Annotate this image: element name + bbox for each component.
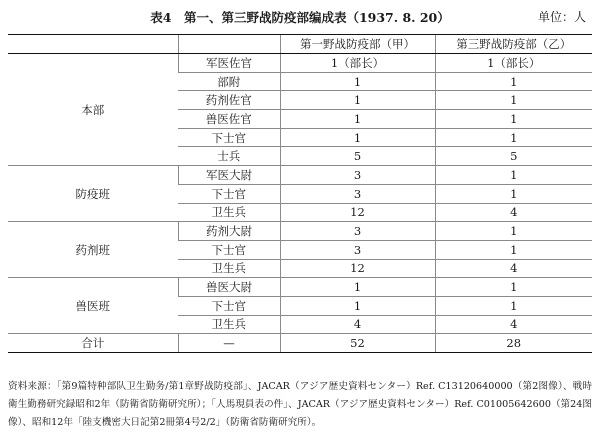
third-unit-cell: 1 xyxy=(435,222,592,241)
total-row xyxy=(8,334,592,353)
third-unit-cell: 1 xyxy=(435,296,592,315)
third-unit-cell: 1 xyxy=(435,166,592,185)
third-unit-cell: 4 xyxy=(435,315,592,334)
third-unit-cell: 4 xyxy=(435,203,592,222)
role-cell: 士兵 xyxy=(178,147,280,166)
role-cell: 药剂大尉 xyxy=(178,222,280,241)
header-cell: 第三野战防疫部（乙） xyxy=(435,35,592,54)
third-unit-cell: 1 xyxy=(435,184,592,203)
header-row xyxy=(8,35,592,54)
role-cell: 下士官 xyxy=(178,184,280,203)
role-cell: 军医佐官 xyxy=(178,54,280,73)
first-unit-cell: 12 xyxy=(280,203,435,222)
third-unit-cell: 1 xyxy=(435,72,592,91)
total-label-cell: 合计 xyxy=(8,334,178,353)
table-row xyxy=(8,166,592,185)
third-unit-cell: 1（部长） xyxy=(435,54,592,73)
first-unit-cell: 1 xyxy=(280,91,435,110)
first-unit-cell: 1 xyxy=(280,72,435,91)
first-unit-cell: 1 xyxy=(280,128,435,147)
role-cell: 卫生兵 xyxy=(178,203,280,222)
third-unit-cell: 1 xyxy=(435,128,592,147)
table-row xyxy=(8,278,592,297)
organization-table xyxy=(8,34,592,353)
role-cell: 卫生兵 xyxy=(178,315,280,334)
table-title: 表4 第一、第三野战防疫部编成表（1937. 8. 20） xyxy=(150,10,450,25)
first-unit-cell: 1 xyxy=(280,278,435,297)
group-name-cell: 兽医班 xyxy=(8,278,178,334)
role-cell: 兽医大尉 xyxy=(178,278,280,297)
role-cell: 下士官 xyxy=(178,128,280,147)
first-unit-cell: 12 xyxy=(280,259,435,278)
first-unit-cell: 1 xyxy=(280,296,435,315)
total-first-cell: 52 xyxy=(280,334,435,353)
source-note: 资料来源：「第9篇特种部队卫生勤务/第1章野战防疫部」、JACAR（アジア歴史資料センター）Ref. C13120640000（第2图像）、戦時衛生勤務研究録昭和2年（防衛省防衛研究所）；「人馬現員表の件」、JACAR（アジア歴史資料センター）Ref. C01005642600（第24图像）、昭和12年「陸支機密大日記第2冊第4号2/2」（防衛省防衛研究所）。 xyxy=(8,381,592,428)
first-unit-cell: 3 xyxy=(280,222,435,241)
third-unit-cell: 4 xyxy=(435,259,592,278)
first-unit-cell: 3 xyxy=(280,240,435,259)
third-unit-cell: 1 xyxy=(435,110,592,129)
role-cell: 兽医佐官 xyxy=(178,110,280,129)
title-row xyxy=(0,8,600,28)
first-unit-cell: 4 xyxy=(280,315,435,334)
unit-label: 单位：人 xyxy=(537,10,586,24)
role-cell: 药剂佐官 xyxy=(178,91,280,110)
header-cell: 第一野战防疫部（甲） xyxy=(280,35,435,54)
third-unit-cell: 1 xyxy=(435,278,592,297)
first-unit-cell: 3 xyxy=(280,166,435,185)
header-cell xyxy=(178,35,280,54)
first-unit-cell: 1（部长） xyxy=(280,54,435,73)
role-cell: 下士官 xyxy=(178,240,280,259)
role-cell: 军医大尉 xyxy=(178,166,280,185)
group-name-cell: 本部 xyxy=(8,54,178,166)
third-unit-cell: 1 xyxy=(435,91,592,110)
role-cell: 部附 xyxy=(178,72,280,91)
third-unit-cell: 5 xyxy=(435,147,592,166)
table-row xyxy=(8,222,592,241)
role-cell: 卫生兵 xyxy=(178,259,280,278)
header-cell xyxy=(8,35,178,54)
first-unit-cell: 5 xyxy=(280,147,435,166)
total-third-cell: 28 xyxy=(435,334,592,353)
third-unit-cell: 1 xyxy=(435,240,592,259)
group-name-cell: 药剂班 xyxy=(8,222,178,278)
first-unit-cell: 1 xyxy=(280,110,435,129)
group-name-cell: 防疫班 xyxy=(8,166,178,222)
table-row xyxy=(8,54,592,73)
table-body xyxy=(8,35,592,353)
role-cell: 下士官 xyxy=(178,296,280,315)
first-unit-cell: 3 xyxy=(280,184,435,203)
total-role-cell: — xyxy=(178,334,280,353)
